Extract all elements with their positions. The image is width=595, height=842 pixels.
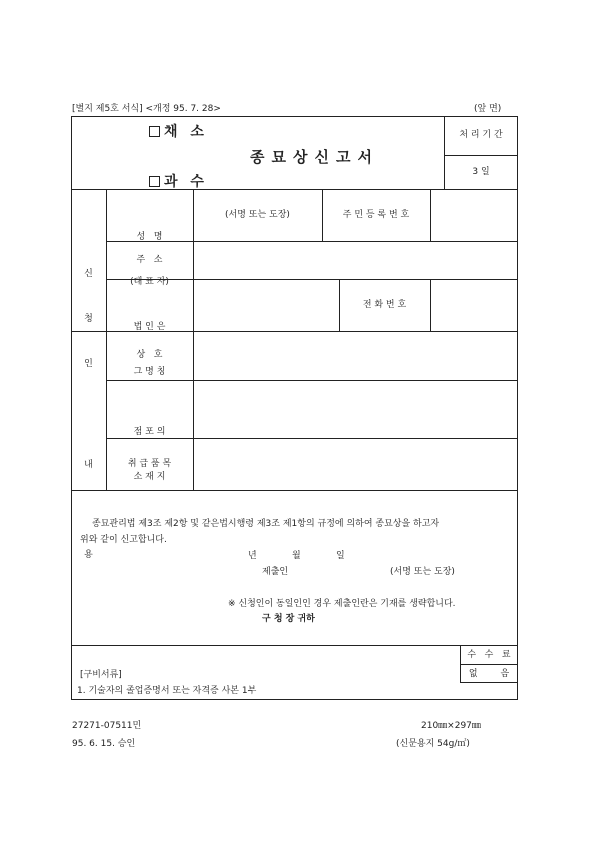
phone-label: 전 화 번 호 [362, 300, 407, 310]
date-day-label: 일 [336, 551, 345, 561]
divider [444, 155, 518, 156]
declaration-text-1: 종묘관리법 제3조 제2항 및 같은법시행령 제3조 제1항의 규정에 의하여 종묘상을 하고자 [92, 519, 440, 529]
form-reference: [별지 제5호 서식] <개정 95. 7. 28> [72, 104, 221, 114]
form-code: 27271-07511민 [72, 721, 142, 731]
address-field[interactable] [194, 242, 517, 278]
resident-number-label: 주 민 등 록 번 호 [342, 210, 410, 220]
trade-name-field[interactable] [194, 332, 517, 379]
address-label: 주 소 [136, 255, 163, 265]
corporation-name-label: 법 인 은 그 명 칭 [133, 322, 166, 377]
date-year-label: 년 [248, 551, 257, 561]
corporation-name-field[interactable] [194, 280, 338, 330]
phone-field[interactable] [431, 280, 517, 330]
attachments-title: [구비서류] [80, 670, 122, 680]
applicant-section-label: 신 청 인 [84, 269, 93, 369]
name-signature-hint: (서명 또는 도장) [225, 210, 290, 220]
processing-period-value: 3 일 [472, 167, 490, 177]
submitter-signature-hint: (서명 또는 도장) [390, 567, 455, 577]
title-option-fruit[interactable]: 과 수 [149, 171, 208, 191]
checkbox-icon[interactable] [149, 126, 160, 137]
store-location-label: 점 포 의 소 재 지 [133, 427, 166, 482]
paper-size: 210㎜×297㎜ [421, 721, 481, 731]
resident-number-field[interactable] [431, 190, 517, 240]
title-option-vegetable[interactable]: 채 소 [149, 121, 208, 141]
page-side-label: (앞 면) [474, 104, 502, 114]
fee-value: 없 음 [468, 669, 510, 679]
date-month-label: 월 [292, 551, 301, 561]
declaration-note: ※ 신청인이 동일인인 경우 제출인란은 기재를 생략합니다. [228, 599, 456, 609]
processing-period-label: 처 리 기 간 [459, 130, 503, 140]
approval-date: 95. 6. 15. 승인 [72, 739, 136, 749]
submitter-label: 제출인 [262, 567, 289, 577]
trade-name-label: 상 호 [136, 350, 163, 360]
content-section-label: 내 용 [84, 460, 93, 560]
store-location-field[interactable] [194, 381, 517, 437]
name-label: 성 명 (대 표 자) [130, 232, 169, 287]
checkbox-icon[interactable] [149, 176, 160, 187]
paper-type: (신문용지 54g/㎡) [396, 739, 470, 749]
fee-label: 수 수 료 [467, 650, 511, 660]
addressee: 구 청 장 귀하 [262, 614, 315, 624]
items-handled-field[interactable] [194, 439, 517, 489]
declaration-text-2: 위와 같이 신고합니다. [80, 535, 167, 545]
page-title: 종묘상신고서 [250, 148, 379, 166]
items-handled-label: 취 급 품 목 [127, 459, 172, 469]
attachment-item: 1. 기술자의 졸업증명서 또는 자격증 사본 1부 [77, 686, 257, 696]
